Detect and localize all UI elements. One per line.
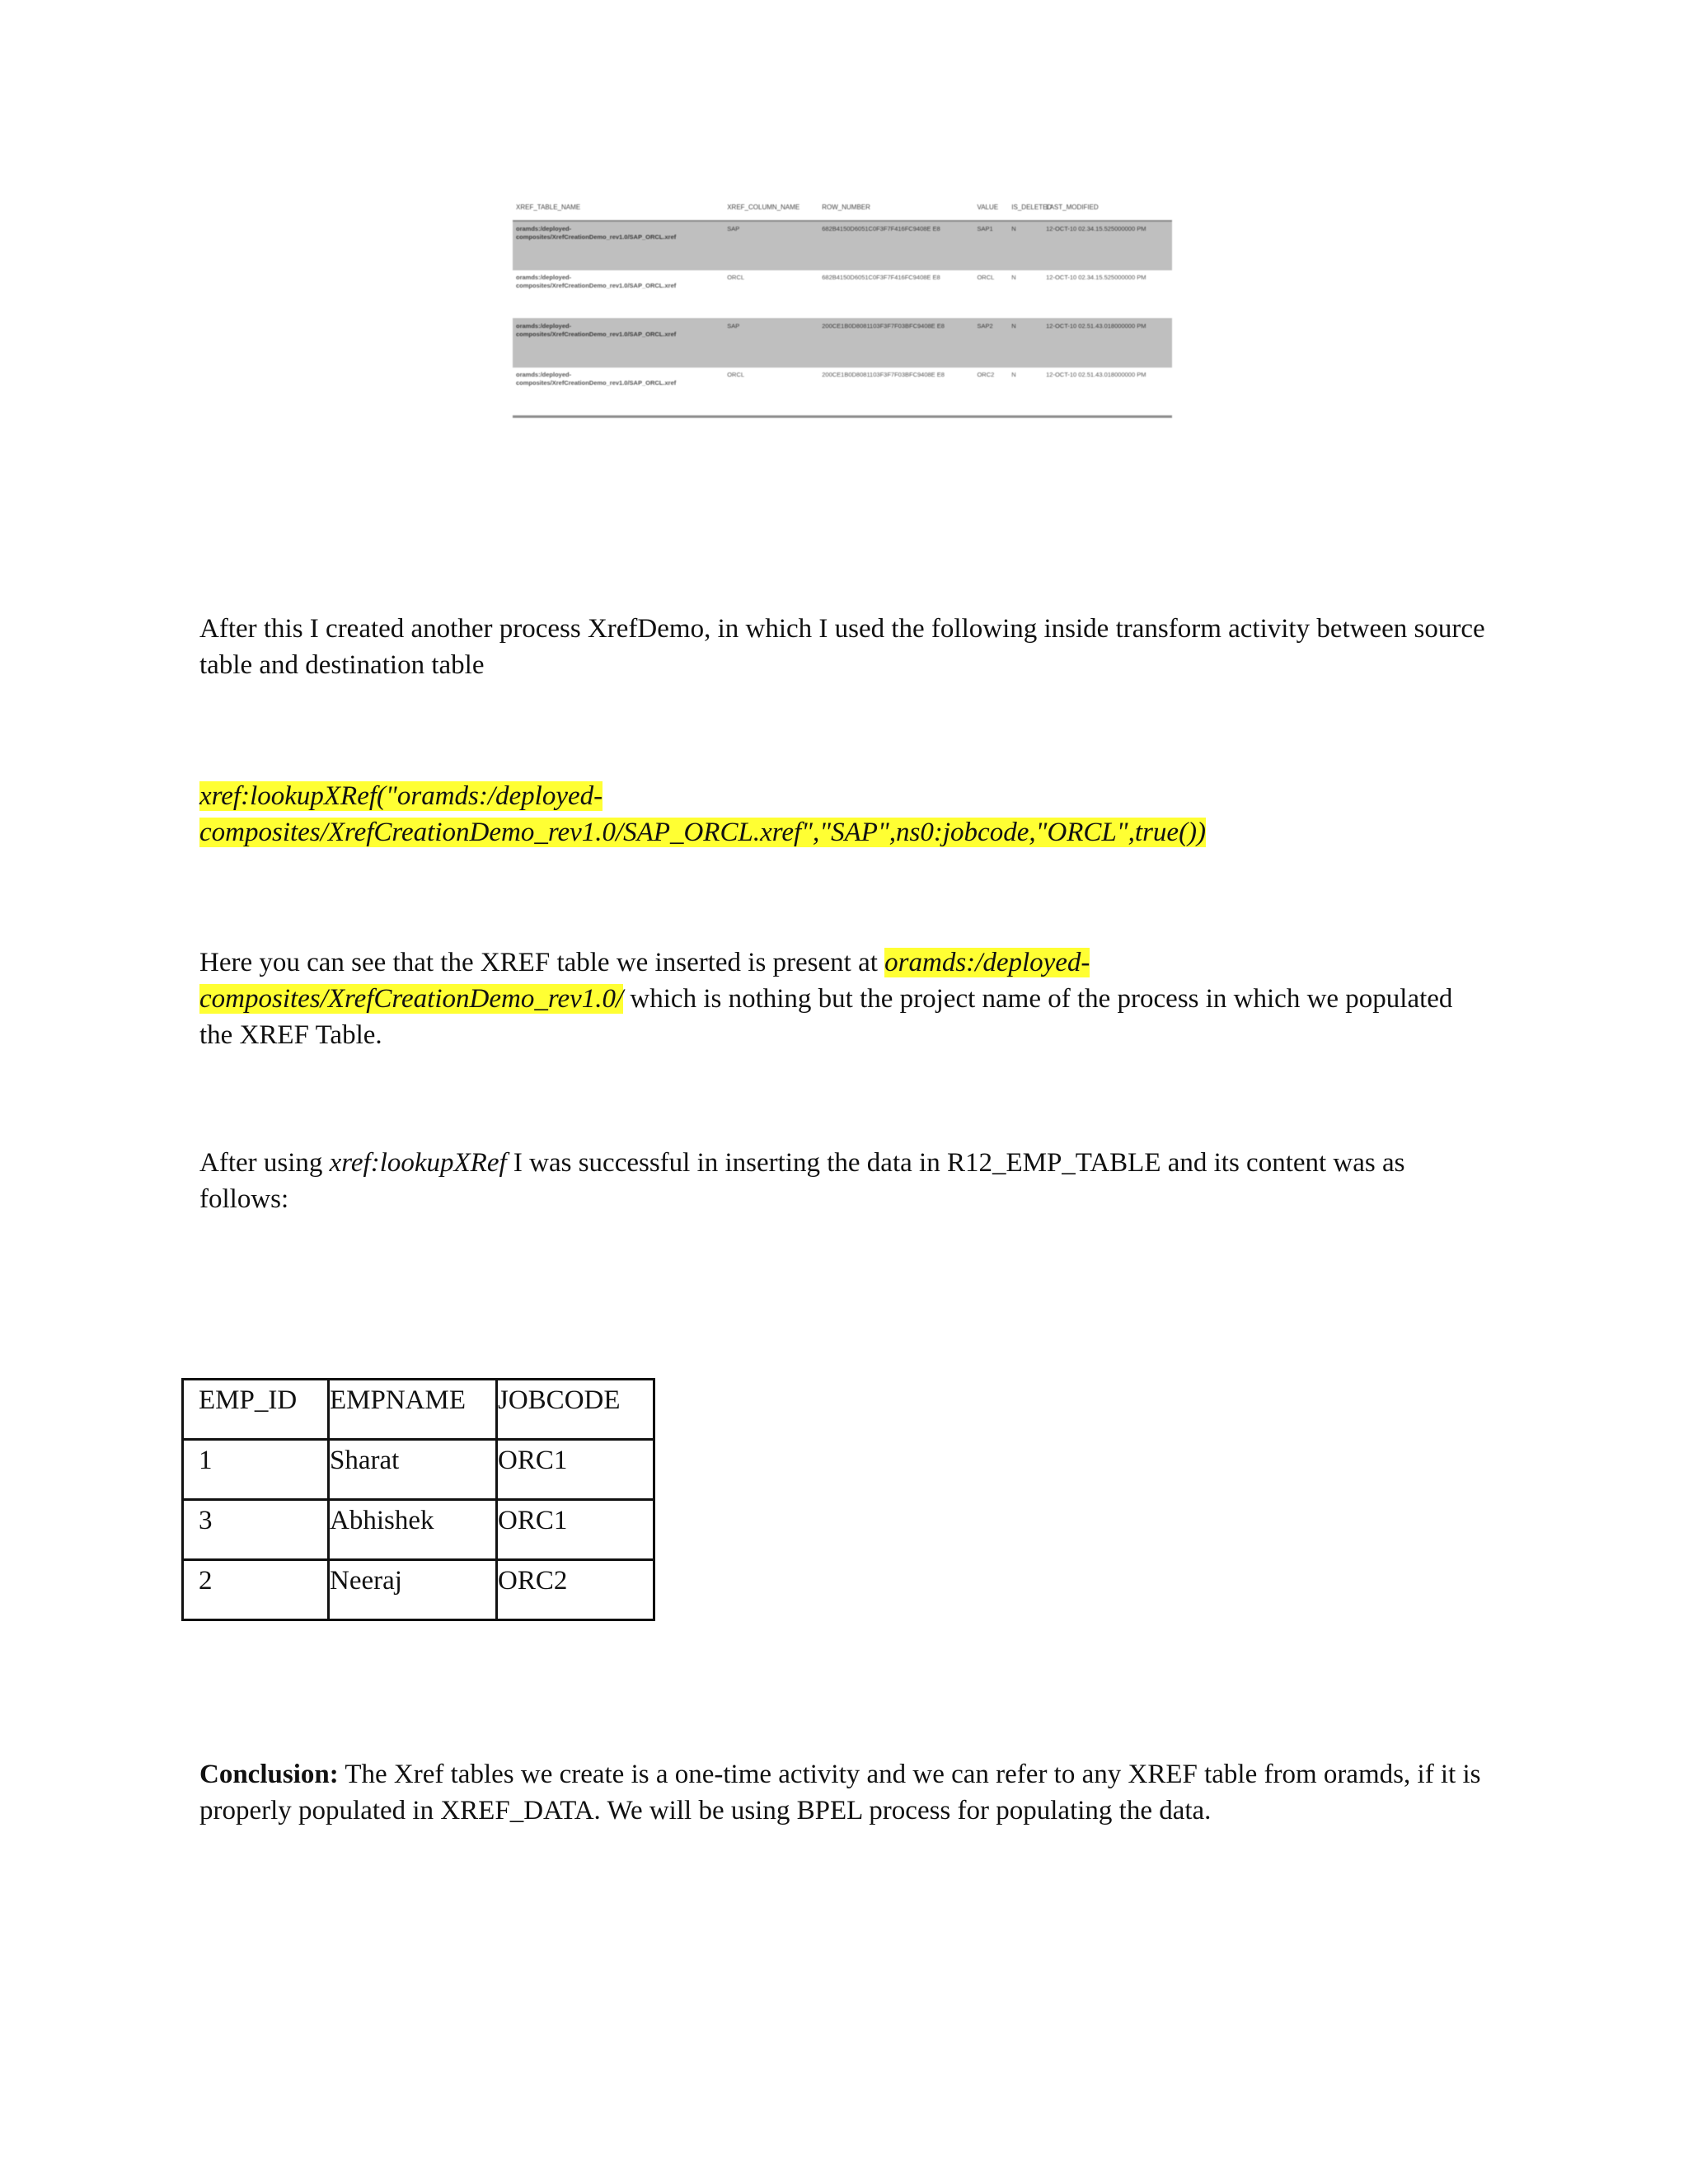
xref-cell-deleted: N [1008, 368, 1043, 417]
result-paragraph [199, 1145, 1485, 1217]
xref-location-paragraph [199, 944, 1485, 1053]
xref-cell-modified: 12-OCT-10 02.34.15.525000000 PM [1043, 270, 1172, 319]
xref-cell-deleted: N [1008, 319, 1043, 368]
conclusion-text: The Xref tables we create is a one-time activity and we can refer to any XREF table from oramds, if it is properly populated in XREF_DATA. We will be using BPEL process for populating the data. [199, 1760, 1481, 1825]
xref-header-row [513, 201, 1172, 221]
xref-cell-column: ORCL [724, 270, 818, 319]
xref-location-text-after: which is nothing but the project name of the process in which we populated the XREF Table. [199, 984, 1453, 1050]
emp-header-empname: EMPNAME [329, 1380, 497, 1440]
result-text-after: I was successful in inserting the data in R12_EMP_TABLE and its content was as follows: [199, 1148, 1405, 1214]
table-row [183, 1500, 654, 1560]
xref-cell-table-name: oramds:/deployed-composites/XrefCreationDemo_rev1.0/SAP_ORCL.xref [513, 221, 724, 270]
xref-path-highlight-2: composites/XrefCreationDemo_rev1.0/ [199, 984, 624, 1014]
table-row [183, 1440, 654, 1500]
emp-cell-jobcode: ORC1 [497, 1440, 654, 1500]
xref-cell-row-number: 682B4150D6051C0F3F7F416FC9408E E8 [818, 221, 973, 270]
xref-path-highlight-1: oramds:/deployed- [884, 948, 1090, 977]
xref-header-column-name: XREF_COLUMN_NAME [724, 201, 818, 221]
xref-row [513, 319, 1172, 368]
emp-table [181, 1378, 655, 1621]
xref-cell-value: SAP2 [973, 319, 1008, 368]
xref-header-is-deleted: IS_DELETED [1008, 201, 1043, 221]
lookup-function-name: xref:lookupXRef [329, 1148, 507, 1178]
emp-header-row [183, 1380, 654, 1440]
lookup-expression [199, 778, 1485, 851]
emp-cell-jobcode: ORC2 [497, 1560, 654, 1620]
emp-cell-name: Abhishek [329, 1500, 497, 1560]
lookup-expression-line-1: xref:lookupXRef("oramds:/deployed- [199, 781, 603, 811]
xref-cell-modified: 12-OCT-10 02.51.43.018000000 PM [1043, 368, 1172, 417]
xref-cell-modified: 12-OCT-10 02.34.15.525000000 PM [1043, 221, 1172, 270]
xref-row [513, 270, 1172, 319]
xref-cell-table-name: oramds:/deployed-composites/XrefCreationDemo_rev1.0/SAP_ORCL.xref [513, 368, 724, 417]
emp-cell-jobcode: ORC1 [497, 1500, 654, 1560]
emp-cell-id: 2 [183, 1560, 329, 1620]
emp-cell-id: 1 [183, 1440, 329, 1500]
emp-header-jobcode: JOBCODE [497, 1380, 654, 1440]
xref-cell-row-number: 200CE1B0D8081103F3F7F03BFC9408E E8 [818, 368, 973, 417]
result-text-before: After using [199, 1148, 330, 1178]
emp-header-emp-id: EMP_ID [183, 1380, 329, 1440]
xref-location-text-before: Here you can see that the XREF table we inserted is present at [199, 948, 885, 977]
emp-cell-name: Neeraj [329, 1560, 497, 1620]
xref-header-table-name: XREF_TABLE_NAME [513, 201, 724, 221]
xref-cell-table-name: oramds:/deployed-composites/XrefCreationDemo_rev1.0/SAP_ORCL.xref [513, 270, 724, 319]
xref-cell-deleted: N [1008, 221, 1043, 270]
xref-cell-row-number: 682B4150D6051C0F3F7F416FC9408E E8 [818, 270, 973, 319]
xref-data-screenshot [513, 201, 1172, 418]
intro-paragraph: After this I created another process XrefDemo, in which I used the following inside transform activity between source table and destination table [199, 614, 1485, 680]
xref-cell-column: ORCL [724, 368, 818, 417]
xref-header-row-number: ROW_NUMBER [818, 201, 973, 221]
xref-cell-value: SAP1 [973, 221, 1008, 270]
xref-row [513, 368, 1172, 417]
conclusion-paragraph [199, 1756, 1485, 1829]
xref-cell-column: SAP [724, 221, 818, 270]
xref-header-value: VALUE [973, 201, 1008, 221]
table-row [183, 1560, 654, 1620]
xref-header-last-modified: LAST_MODIFIED [1043, 201, 1172, 221]
conclusion-label: Conclusion: [199, 1760, 339, 1789]
lookup-expression-line-2: composites/XrefCreationDemo_rev1.0/SAP_ORCL.xref","SAP",ns0:jobcode,"ORCL",true()) [199, 818, 1207, 847]
xref-data-table [513, 201, 1172, 418]
xref-row [513, 221, 1172, 270]
xref-cell-modified: 12-OCT-10 02.51.43.018000000 PM [1043, 319, 1172, 368]
xref-cell-row-number: 200CE1B0D8081103F3F7F03BFC9408E E8 [818, 319, 973, 368]
emp-cell-id: 3 [183, 1500, 329, 1560]
xref-cell-deleted: N [1008, 270, 1043, 319]
xref-cell-table-name: oramds:/deployed-composites/XrefCreationDemo_rev1.0/SAP_ORCL.xref [513, 319, 724, 368]
xref-cell-column: SAP [724, 319, 818, 368]
xref-cell-value: ORCL [973, 270, 1008, 319]
xref-cell-value: ORC2 [973, 368, 1008, 417]
emp-cell-name: Sharat [329, 1440, 497, 1500]
